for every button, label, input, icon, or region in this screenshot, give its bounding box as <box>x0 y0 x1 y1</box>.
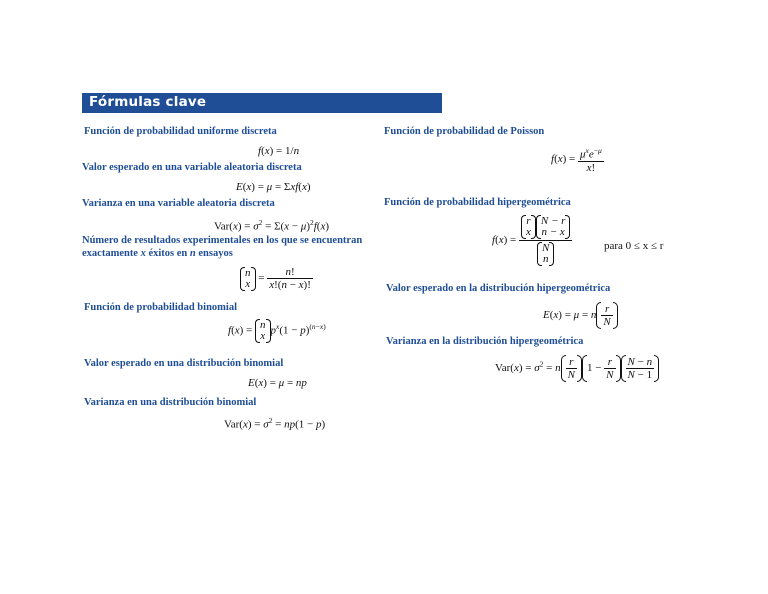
heading-binomial-probability: Función de probabilidad binomial <box>84 302 237 313</box>
heading-binomial-variance: Varianza en una distribución binomial <box>84 397 257 408</box>
heading-hypergeometric-expected-value: Valor esperado en la distribución hipergeométrica <box>386 283 611 294</box>
formula-uniform-discrete: f(x) = 1/n <box>258 145 300 157</box>
formula-variance-discrete: $Var(x) = \sigma^2 = \Sigma(x - \mu)^2f(x)$ <box>214 218 330 233</box>
heading-hypergeometric-variance: Varianza en la distribución hipergeométrica <box>386 336 584 347</box>
hypergeometric-condition: para 0 ≤ x ≤ r <box>604 240 664 252</box>
heading-uniform-discrete: Función de probabilidad uniforme discreta <box>84 126 277 137</box>
formula-hypergeometric-expected-value: E(x) = μ = n $\frac{r}{N}$ <box>543 303 618 328</box>
formula-binomial-expected-value: E(x) = μ = np <box>248 377 307 389</box>
formula-poisson: f(x) = $\frac{\mu^xe^{-\mu}}{x!}$ <box>551 146 602 174</box>
section-banner <box>82 93 442 113</box>
heading-experimental-outcomes-line2: exactamente x éxitos en n ensayos <box>82 248 233 259</box>
formula-binomial-coefficient: n x = $\frac{n!}{x!(n - x)!}$ <box>240 266 313 291</box>
heading-binomial-expected-value: Valor esperado en una distribución binomial <box>84 358 284 369</box>
heading-hypergeometric: Función de probabilidad hipergeométrica <box>384 197 571 208</box>
heading-expected-value-discrete: Valor esperado en una variable aleatoria discreta <box>82 162 302 173</box>
formula-hypergeometric-variance: $Var(x) = \sigma^2 = n$ $\frac{r}{N}$ 1 − $\frac{r}{N}$ $\frac{N - n}{N - 1}$ <box>495 356 659 381</box>
formula-binomial-variance: $Var(x) = \sigma^2 = np(1 - p)$ <box>224 416 326 431</box>
heading-variance-discrete: Varianza en una variable aleatoria discreta <box>82 198 275 209</box>
formula-expected-value-discrete: E(x) = μ = Σxf(x) <box>236 181 311 193</box>
heading-experimental-outcomes: Número de resultados experimentales en los que se encuentran <box>82 235 363 246</box>
formula-binomial-probability: f(x) = n x $p^x(1 - p)^{(n-x)}$ <box>228 319 326 342</box>
heading-poisson: Función de probabilidad de Poisson <box>384 126 545 137</box>
formula-hypergeometric: f(x) = r x N − r n − x N n <box>492 216 572 265</box>
section-title: Fórmulas clave <box>89 94 207 110</box>
